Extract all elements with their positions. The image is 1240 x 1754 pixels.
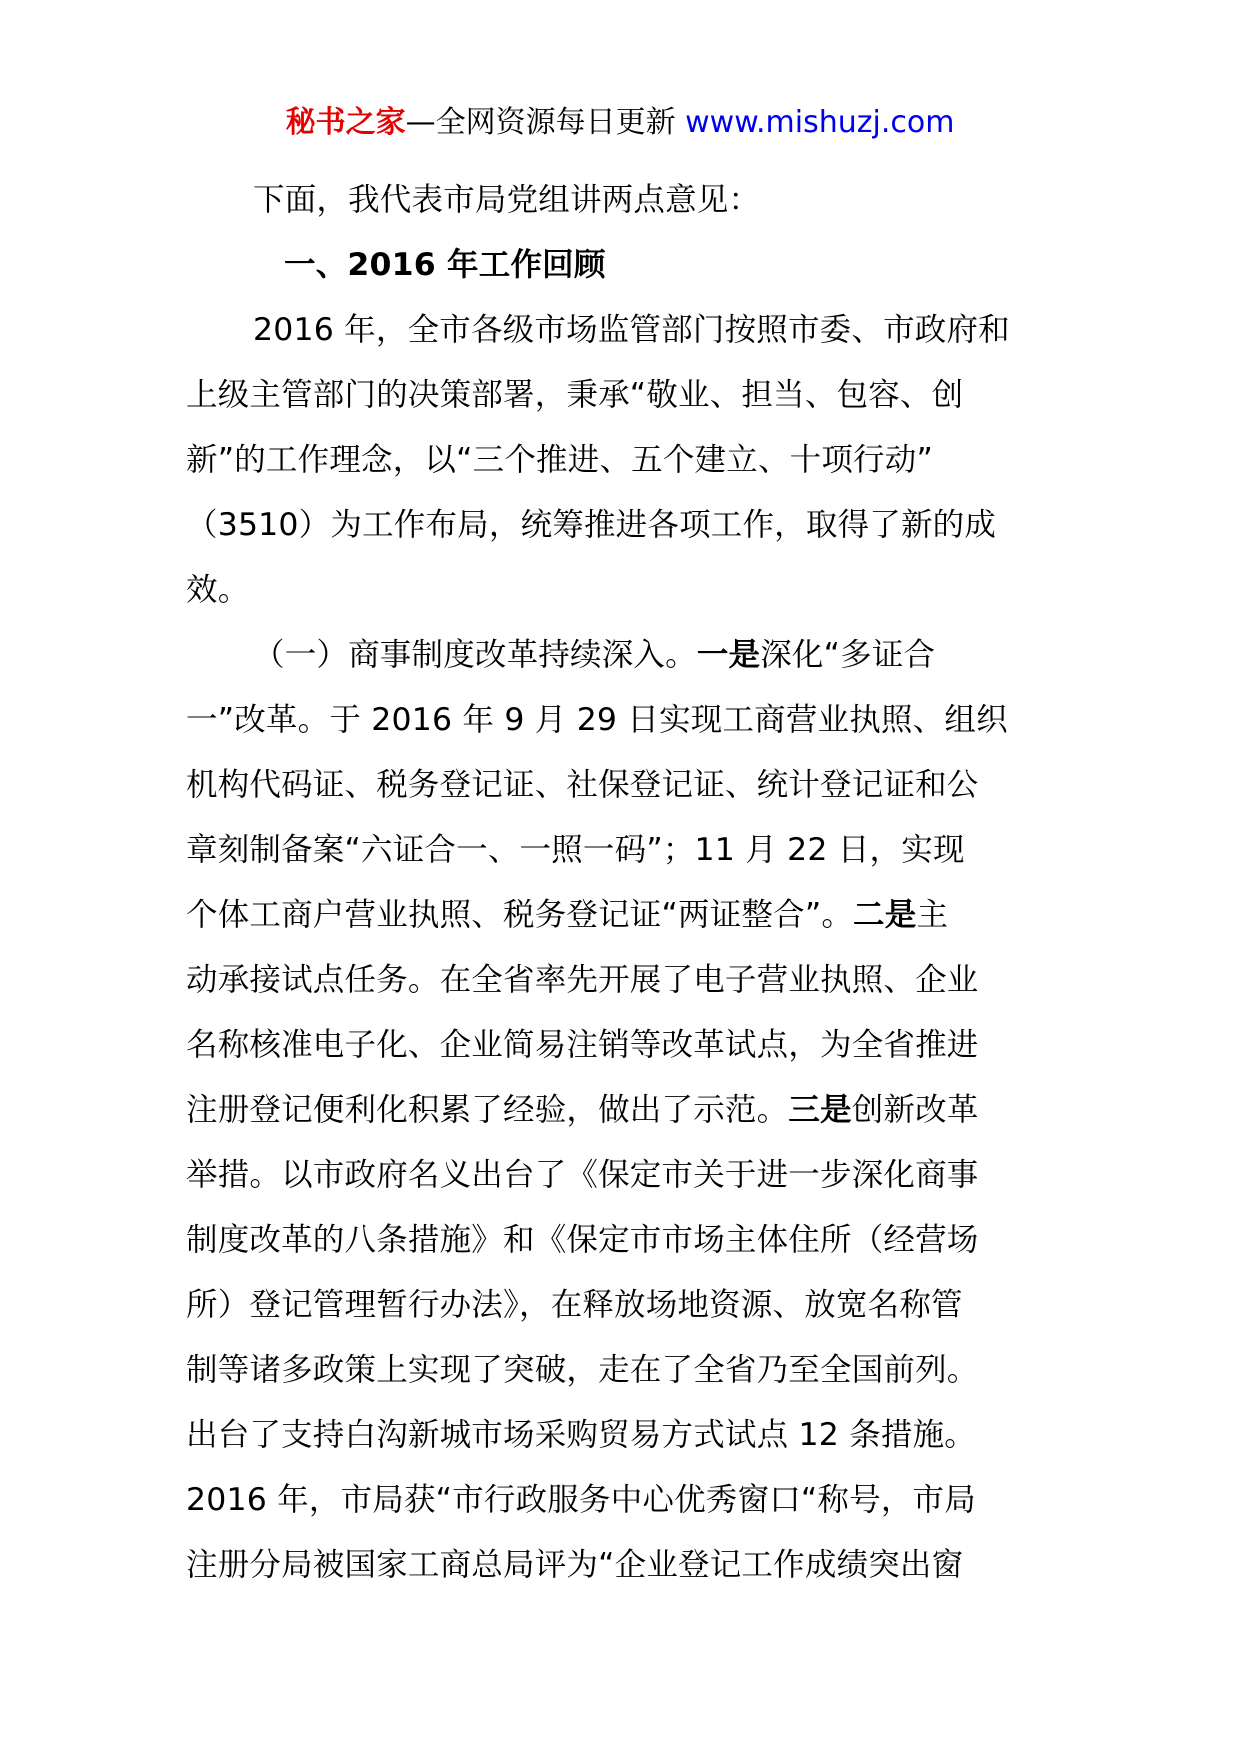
paragraph-line: 制等诸多政策上实现了突破，走在了全省乃至全国前列。 bbox=[186, 1352, 979, 1388]
line-text: 创新改革 bbox=[851, 1092, 979, 1128]
paragraph-line: 上级主管部门的决策部署，秉承“敬业、担当、包容、创 bbox=[186, 377, 964, 413]
site-url-link[interactable]: www.mishuzj.com bbox=[685, 105, 955, 140]
paragraph-line: 举措。以市政府名义出台了《保定市关于进一步深化商事 bbox=[186, 1157, 979, 1193]
paragraph-line: 2016 年，全市各级市场监管部门按照市委、市政府和 bbox=[253, 312, 1010, 348]
subsection-line bbox=[186, 623, 1066, 688]
paragraph-line: 新”的工作理念，以“三个推进、五个建立、十项行动” bbox=[186, 442, 933, 478]
paragraph-line: 机构代码证、税务登记证、社保登记证、统计登记证和公 bbox=[186, 767, 979, 803]
site-header bbox=[0, 103, 1240, 143]
paragraph-line: 动承接试点任务。在全省率先开展了电子营业执照、企业 bbox=[186, 962, 979, 998]
paragraph-line: 章刻制备案“六证合一、一照一码”；11 月 22 日，实现 bbox=[186, 832, 965, 868]
paragraph-line bbox=[186, 883, 1066, 948]
paragraph-line: 出台了支持白沟新城市场采购贸易方式试点 12 条措施。 bbox=[186, 1417, 977, 1453]
paragraph-line: 所）登记管理暂行办法》，在释放场地资源、放宽名称管 bbox=[186, 1287, 963, 1323]
paragraph-line: 一”改革。于 2016 年 9 月 29 日实现工商营业执照、组织 bbox=[186, 702, 1008, 738]
line-text: 深化“多证合 bbox=[760, 637, 936, 673]
point-marker-three: 三是 bbox=[788, 1092, 852, 1128]
section-heading: 一、2016 年工作回顾 bbox=[284, 247, 606, 283]
line-text: 个体工商户营业执照、税务登记证“两证整合”。 bbox=[186, 897, 854, 933]
paragraph-line: 效。 bbox=[186, 572, 250, 608]
paragraph-line bbox=[186, 1078, 1066, 1143]
point-marker-one: 一是 bbox=[696, 637, 761, 673]
paragraph-line: 注册分局被国家工商总局评为“企业登记工作成绩突出窗 bbox=[186, 1547, 964, 1583]
point-marker-two: 二是 bbox=[853, 897, 917, 933]
intro-line: 下面，我代表市局党组讲两点意见： bbox=[253, 182, 761, 218]
paragraph-line: （3510）为工作布局，统筹推进各项工作，取得了新的成 bbox=[186, 507, 997, 543]
line-text: 注册登记便利化积累了经验，做出了示范。 bbox=[186, 1092, 789, 1128]
site-brand: 秘书之家 bbox=[285, 105, 406, 140]
subsection-title: （一）商事制度改革持续深入。 bbox=[253, 637, 697, 673]
line-text: 主 bbox=[916, 897, 949, 933]
site-slogan: —全网资源每日更新 bbox=[405, 105, 686, 140]
paragraph-line: 2016 年，市局获“市行政服务中心优秀窗口“称号，市局 bbox=[186, 1482, 976, 1518]
paragraph-line: 制度改革的八条措施》和《保定市市场主体住所（经营场 bbox=[186, 1222, 979, 1258]
document-body bbox=[186, 168, 1066, 1598]
paragraph-line: 名称核准电子化、企业简易注销等改革试点，为全省推进 bbox=[186, 1027, 979, 1063]
